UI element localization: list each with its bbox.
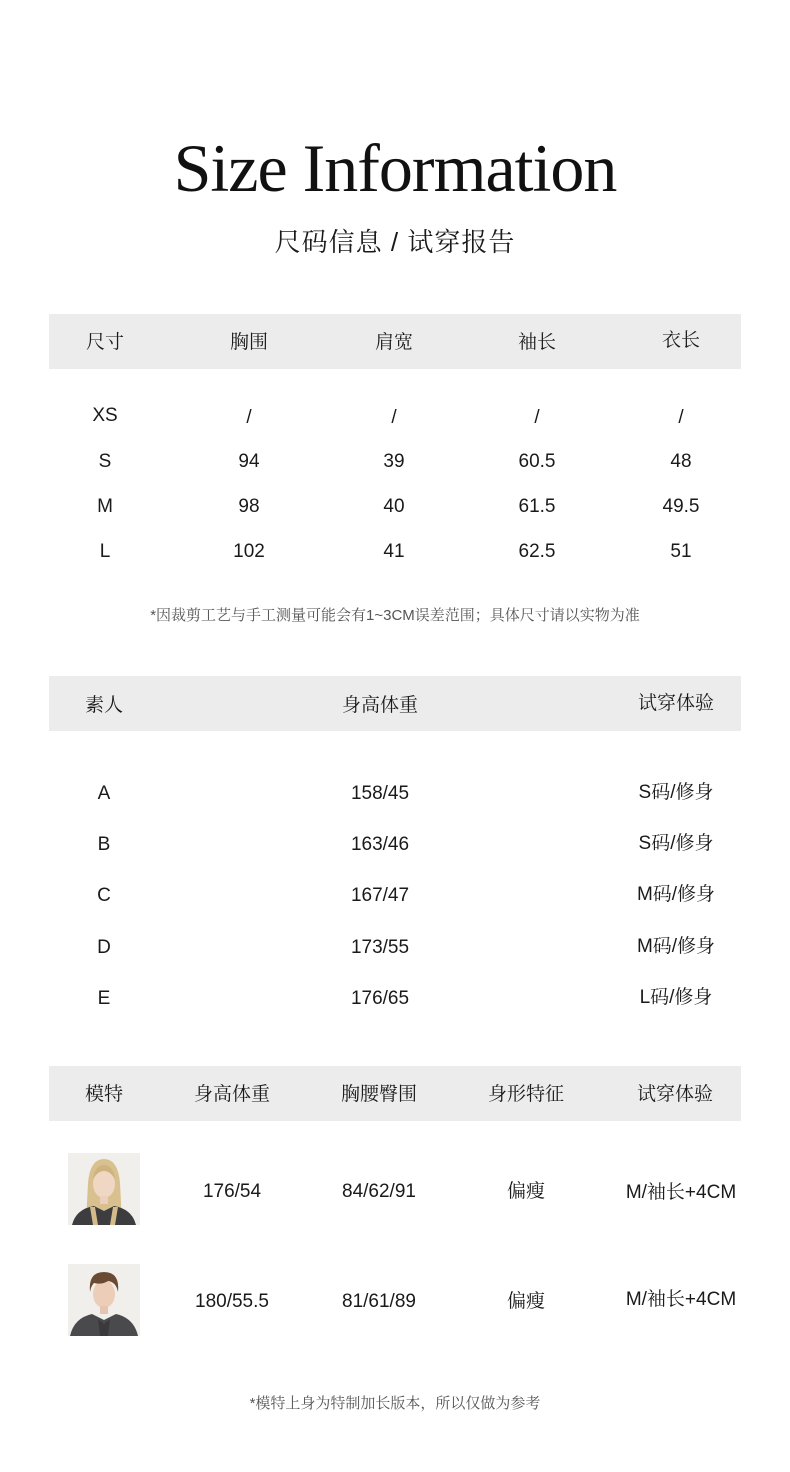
table-cell: 94 — [238, 451, 260, 472]
table-cell: / — [391, 407, 397, 428]
table-cell: 173/55 — [350, 937, 410, 958]
table-cell: M码/修身 — [636, 884, 716, 905]
table-cell: E — [97, 988, 111, 1009]
header-model: 模特 — [84, 1084, 123, 1105]
table-cell: M/袖长+4CM — [625, 1289, 737, 1310]
table-cell: S码/修身 — [638, 833, 714, 854]
table-cell: 158/45 — [350, 783, 410, 804]
size-note: *因裁剪工艺与手工测量可能会有1~3CM误差范围；具体尺寸请以实物为准 — [150, 607, 640, 624]
table-cell: B — [97, 834, 111, 855]
table-cell: XS — [92, 405, 118, 426]
table-cell: C — [97, 885, 111, 906]
table-cell: L码/修身 — [639, 987, 713, 1008]
table-cell: 81/61/89 — [342, 1291, 416, 1312]
page-subtitle: 尺码信息 / 试穿报告 — [274, 227, 516, 257]
table-cell: 49.5 — [662, 496, 700, 517]
table-cell: 102 — [233, 541, 265, 562]
table-cell: 60.5 — [518, 451, 556, 472]
table-cell: 偏瘦 — [506, 1291, 545, 1312]
table-cell: 176/54 — [202, 1181, 262, 1202]
table-cell: S码/修身 — [638, 782, 714, 803]
page-title: Size Information — [173, 130, 617, 206]
header-chest: 胸围 — [229, 332, 268, 353]
table-cell: 84/62/91 — [342, 1181, 416, 1202]
table-cell: 180/55.5 — [195, 1291, 269, 1312]
model-note: *模特上身为特制加长版本，所以仅做为参考 — [249, 1395, 541, 1412]
table-cell: L — [99, 541, 111, 562]
header-person: 素人 — [84, 695, 123, 716]
table-cell: 51 — [670, 541, 692, 562]
table-cell: 48 — [670, 451, 692, 472]
header-shoulder: 肩宽 — [374, 332, 413, 353]
table-cell: 41 — [383, 541, 405, 562]
female-model-photo — [68, 1153, 140, 1225]
table-cell: 偏瘦 — [506, 1181, 545, 1202]
header-fit: 试穿体验 — [636, 1084, 713, 1105]
table-cell: / — [246, 407, 252, 428]
table-cell: M/袖长+4CM — [625, 1182, 737, 1203]
header-height-weight: 身高体重 — [341, 695, 418, 716]
table-cell: 176/65 — [350, 988, 410, 1009]
table-cell: M — [97, 496, 113, 517]
header-measurements: 胸腰臀围 — [340, 1084, 417, 1105]
table-cell: 40 — [383, 496, 405, 517]
table-cell: 62.5 — [518, 541, 556, 562]
header-sleeve: 袖长 — [517, 332, 556, 353]
table-cell: S — [98, 451, 112, 472]
table-cell: / — [678, 407, 684, 428]
table-cell: D — [97, 937, 111, 958]
header-fit: 试穿体验 — [637, 693, 714, 714]
male-model-photo — [68, 1264, 140, 1336]
table-cell: / — [534, 407, 540, 428]
table-cell: 163/46 — [350, 834, 410, 855]
header-size: 尺寸 — [85, 332, 124, 353]
table-cell: 39 — [383, 451, 405, 472]
table-cell: 167/47 — [350, 885, 410, 906]
header-length: 衣长 — [661, 330, 700, 351]
table-cell: A — [97, 783, 111, 804]
table-cell: 98 — [238, 496, 260, 517]
table-cell: M码/修身 — [636, 936, 716, 957]
header-body-type: 身形特征 — [487, 1084, 564, 1105]
table-cell: 61.5 — [518, 496, 556, 517]
header-height-weight: 身高体重 — [193, 1084, 270, 1105]
